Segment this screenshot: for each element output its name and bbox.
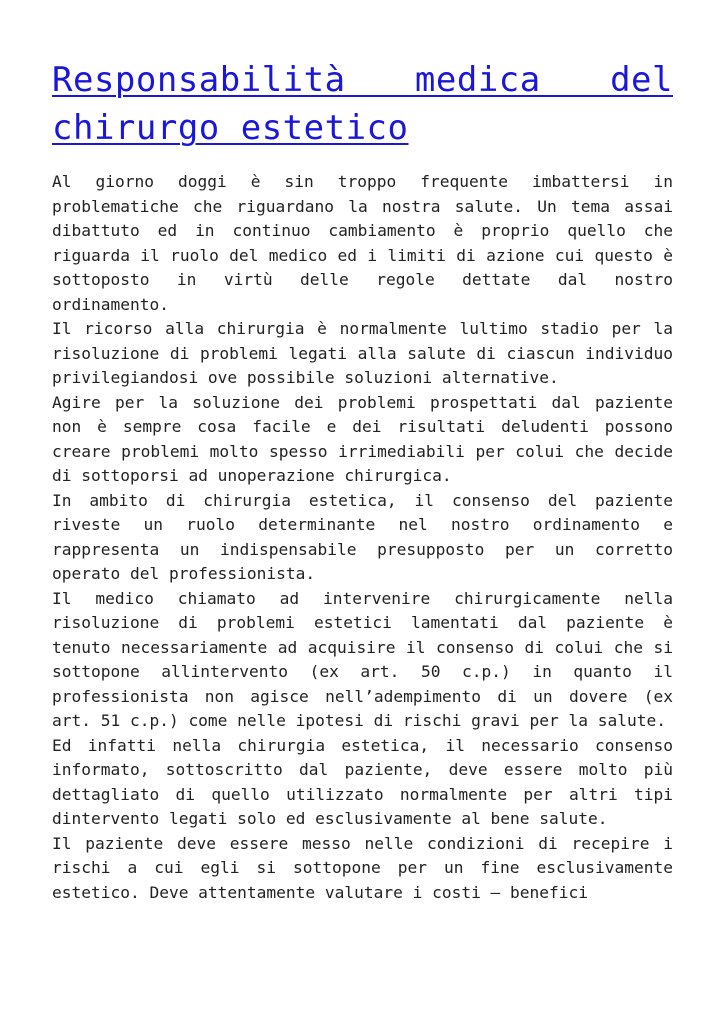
paragraph: Il ricorso alla chirurgia è normalmente lultimo stadio per la risoluzione di problemi legati alla salute di ciascun individuo privilegiandosi ove possibile soluzioni alternative. — [52, 319, 673, 387]
paragraph: Il paziente deve essere messo nelle condizioni di recepire i rischi a cui egli si sottopone per un fine esclusivamente estetico. Deve attentamente valutare i costi – benefici — [52, 833, 673, 902]
paragraph: Al giorno doggi è sin troppo frequente imbattersi in problematiche che riguardano la nostra salute. Un tema assai dibattuto ed in continuo cambiamento è proprio quello che riguarda il ruolo del medico ed i limiti di azione cui questo è sottoposto in virtù delle regole dettate dal nostro ordinamento. — [52, 172, 673, 314]
paragraph: Agire per la soluzione dei problemi prospettati dal paziente non è sempre cosa facile e dei risultati deludenti possono creare problemi molto spesso irrimediabili per colui che decide di sottoporsi ad unoperazione chirurgica. — [52, 392, 673, 485]
paragraph: Il medico chiamato ad intervenire chirurgicamente nella risoluzione di problemi estetici lamentati dal paziente è tenuto necessariamente ad acquisire il consenso di colui che si sottopone allintervento (ex art. 50 c.p.) in quanto il professionista non agisce nell’adempimento di un dovere (ex art. 51 c.p.) come nelle ipotesi di rischi gravi per la salute. — [52, 588, 673, 730]
article-body — [52, 170, 673, 905]
paragraph: Ed infatti nella chirurgia estetica, il necessario consenso informato, sottoscritto dal paziente, deve essere molto più dettagliato di quello utilizzato normalmente per altri tipi dintervento legati solo ed esclusivamente al bene salute. — [52, 735, 673, 828]
article-title-link[interactable]: Responsabilità medica del chirurgo estetico — [52, 60, 673, 148]
article — [52, 56, 673, 905]
paragraph: In ambito di chirurgia estetica, il consenso del paziente riveste un ruolo determinante nel nostro ordinamento e rappresenta un indispensabile presupposto per un corretto operato del professionista. — [52, 490, 673, 583]
article-title — [52, 56, 673, 152]
